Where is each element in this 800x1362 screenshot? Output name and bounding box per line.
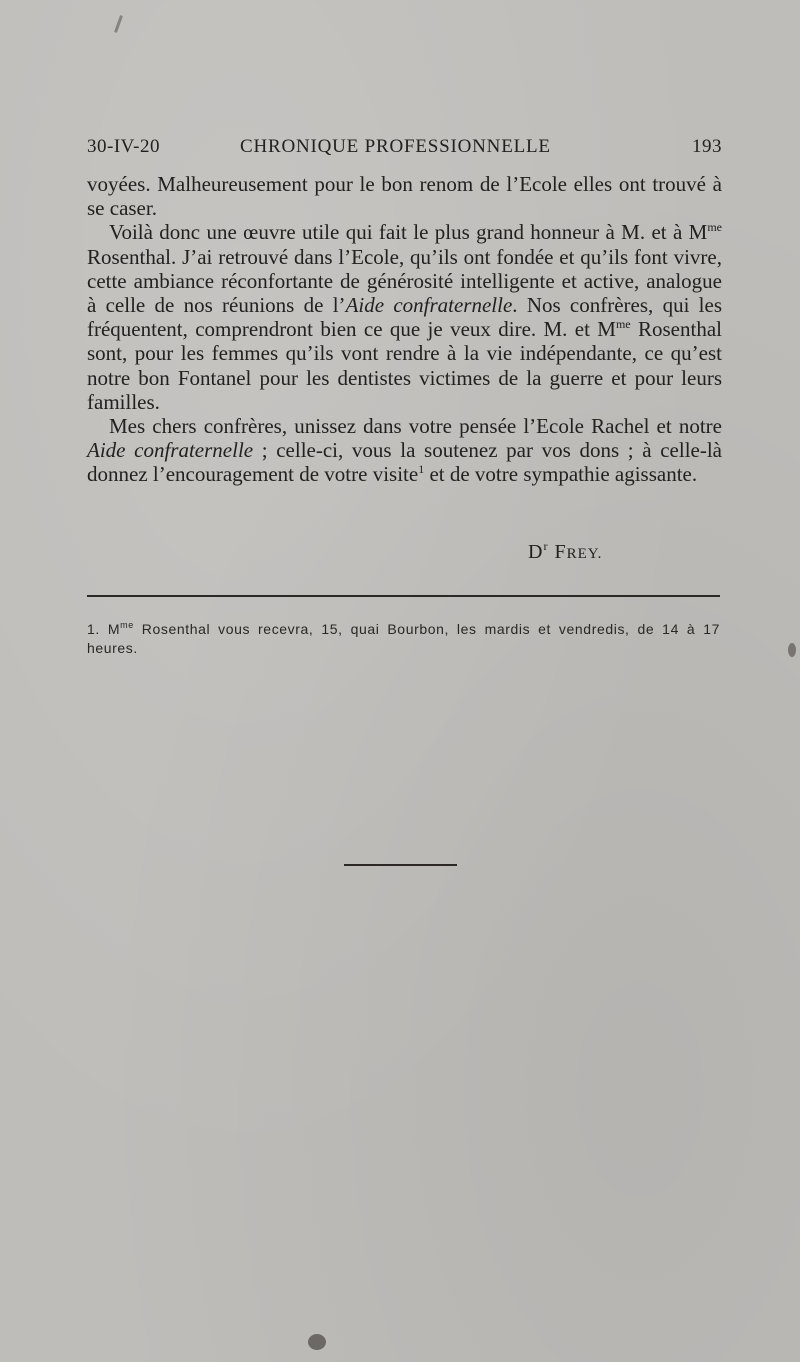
running-header — [87, 136, 722, 162]
footnote-divider — [87, 595, 720, 597]
article-body — [87, 172, 722, 487]
paper-speck — [114, 15, 123, 33]
paper-speck — [788, 643, 796, 657]
signature: $D^r$ FREY. — [528, 539, 603, 563]
header-date: 30-IV-20 — [87, 136, 160, 157]
page-number: 193 — [692, 136, 722, 157]
paragraph-3: Mes chers confrères, unissez dans votre pensée l’Ecole Rachel et notre Aide confraternelle ; celle-ci, vous la soutenez par vos dons ; à celle-là donnez l’encouragement de votre visite$^1$ et de votre sympathie agissante. — [87, 414, 722, 487]
paper-speck — [308, 1334, 326, 1350]
footnote-marker: 1 — [418, 462, 425, 477]
italic-title: Aide confraternelle — [345, 293, 513, 318]
footnote: 1. $M^{me}$ Rosenthal vous recevra, 15, quai Bourbon, les mardis et vendredis, de 14 à 17 heures. — [87, 620, 720, 656]
italic-title: Aide confraternelle — [87, 438, 254, 463]
end-divider — [344, 864, 457, 866]
paragraph-2: Voilà donc une œuvre utile qui fait le plus grand honneur à M. et à $M^{me}$ Rosenthal. J’ai retrouvé dans l’Ecole, qu’ils ont fondée et qu’ils font vivre, cette ambiance réconfortante de générosité intelligente et active, analogue à celle de nos réunions de l’Aide confraternelle. Nos confrères, qui les fréquentent, comprendront bien ce que je veux dire. M. et $M^{me}$ Rosenthal sont, pour les femmes qu’ils vont rendre à la vie indépendante, ce qu’est notre bon Fontanel pour les dentistes victimes de la guerre et pour leurs familles. — [87, 220, 723, 414]
header-title: CHRONIQUE PROFESSIONNELLE — [240, 136, 551, 157]
footnote-number: 1. — [87, 621, 100, 637]
paragraph-1: voyées. Malheureusement pour le bon renom de l’Ecole elles ont trouvé à se caser. — [87, 172, 722, 221]
